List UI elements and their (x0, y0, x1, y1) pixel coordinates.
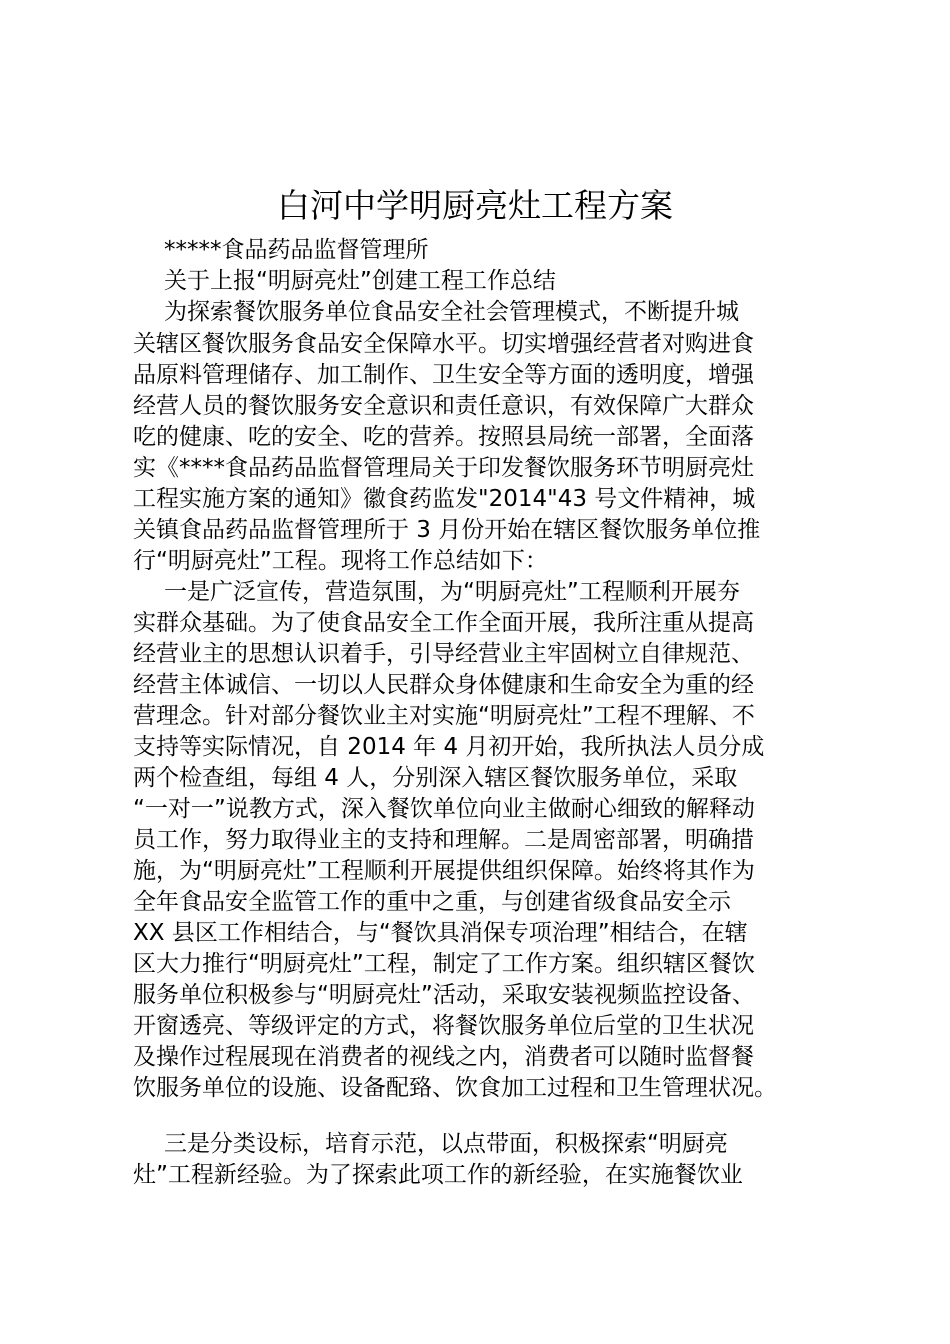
paragraph-line: 经营主体诚信、一切以人民群众身体健康和生命安全为重的经 (133, 672, 754, 698)
paragraph-line: 一是广泛宣传，营造氛围，为“明厨亮灶”工程顺利开展夯 (164, 579, 740, 605)
document-title: 白河中学明厨亮灶工程方案 (277, 186, 673, 225)
paragraph-line: 行“明厨亮灶”工程。现将工作总结如下： (133, 548, 548, 574)
paragraph-line: 经营人员的餐饮服务安全意识和责任意识，有效保障广大群众 (133, 393, 754, 419)
paragraph-line: 及操作过程展现在消费者的视线之内，消费者可以随时监督餐 (133, 1044, 754, 1070)
paragraph-line: 吃的健康、吃的安全、吃的营养。按照县局统一部署，全面落 (133, 424, 754, 450)
paragraph-line: 实《****食品药品监督管理局关于印发餐饮服务环节明厨亮灶 (133, 455, 754, 481)
paragraph-line: 灶”工程新经验。为了探索此项工作的新经验，在实施餐饮业 (133, 1162, 743, 1188)
paragraph-line: 为探索餐饮服务单位食品安全社会管理模式，不断提升城 (164, 299, 739, 325)
paragraph-line: 经营业主的思想认识着手，引导经营业主牢固树立自律规范、 (133, 641, 754, 667)
paragraph-line: 开窗透亮、等级评定的方式，将餐饮服务单位后堂的卫生状况 (133, 1013, 754, 1039)
paragraph-line: 营理念。针对部分餐饮业主对实施“明厨亮灶”工程不理解、不 (133, 703, 755, 729)
paragraph-line: XX 县区工作相结合，与“餐饮具消保专项治理”相结合，在辖 (133, 920, 748, 946)
paragraph-line: 实群众基础。为了使食品安全工作全面开展，我所注重从提高 (133, 610, 754, 636)
paragraph-line: 全年食品安全监管工作的重中之重，与创建省级食品安全示 (133, 889, 731, 915)
paragraph-line: 服务单位积极参与“明厨亮灶”活动，采取安装视频监控设备、 (133, 982, 755, 1008)
paragraph-line: 品原料管理储存、加工制作、卫生安全等方面的透明度，增强 (133, 362, 754, 388)
paragraph-line: 员工作，努力取得业主的支持和理解。二是周密部署，明确措 (133, 827, 754, 853)
addressee-line: *****食品药品监督管理所 (164, 237, 429, 263)
paragraph-line: 三是分类设标，培育示范，以点带面，积极探索“明厨亮 (164, 1131, 728, 1157)
paragraph-line: 支持等实际情况，自 2014 年 4 月初开始，我所执法人员分成 (133, 734, 765, 760)
paragraph-line: 区大力推行“明厨亮灶”工程，制定了工作方案。组织辖区餐饮 (133, 951, 755, 977)
paragraph-line: 关镇食品药品监督管理所于 3 月份开始在辖区餐饮服务单位推 (133, 517, 761, 543)
paragraph-line: “一对一”说教方式，深入餐饮单位向业主做耐心细致的解释动 (133, 796, 755, 822)
subject-line: 关于上报“明厨亮灶”创建工程工作总结 (164, 268, 556, 294)
paragraph-line: 施，为“明厨亮灶”工程顺利开展提供组织保障。始终将其作为 (133, 858, 755, 884)
paragraph-line: 关辖区餐饮服务食品安全保障水平。切实增强经营者对购进食 (133, 331, 754, 357)
paragraph-line: 饮服务单位的设施、设备配臵、饮食加工过程和卫生管理状况。 (133, 1075, 777, 1101)
paragraph-line: 工程实施方案的通知》徽食药监发"2014"43 号文件精神，城 (133, 486, 756, 512)
paragraph-line: 两个检查组，每组 4 人，分别深入辖区餐饮服务单位，采取 (133, 765, 738, 791)
